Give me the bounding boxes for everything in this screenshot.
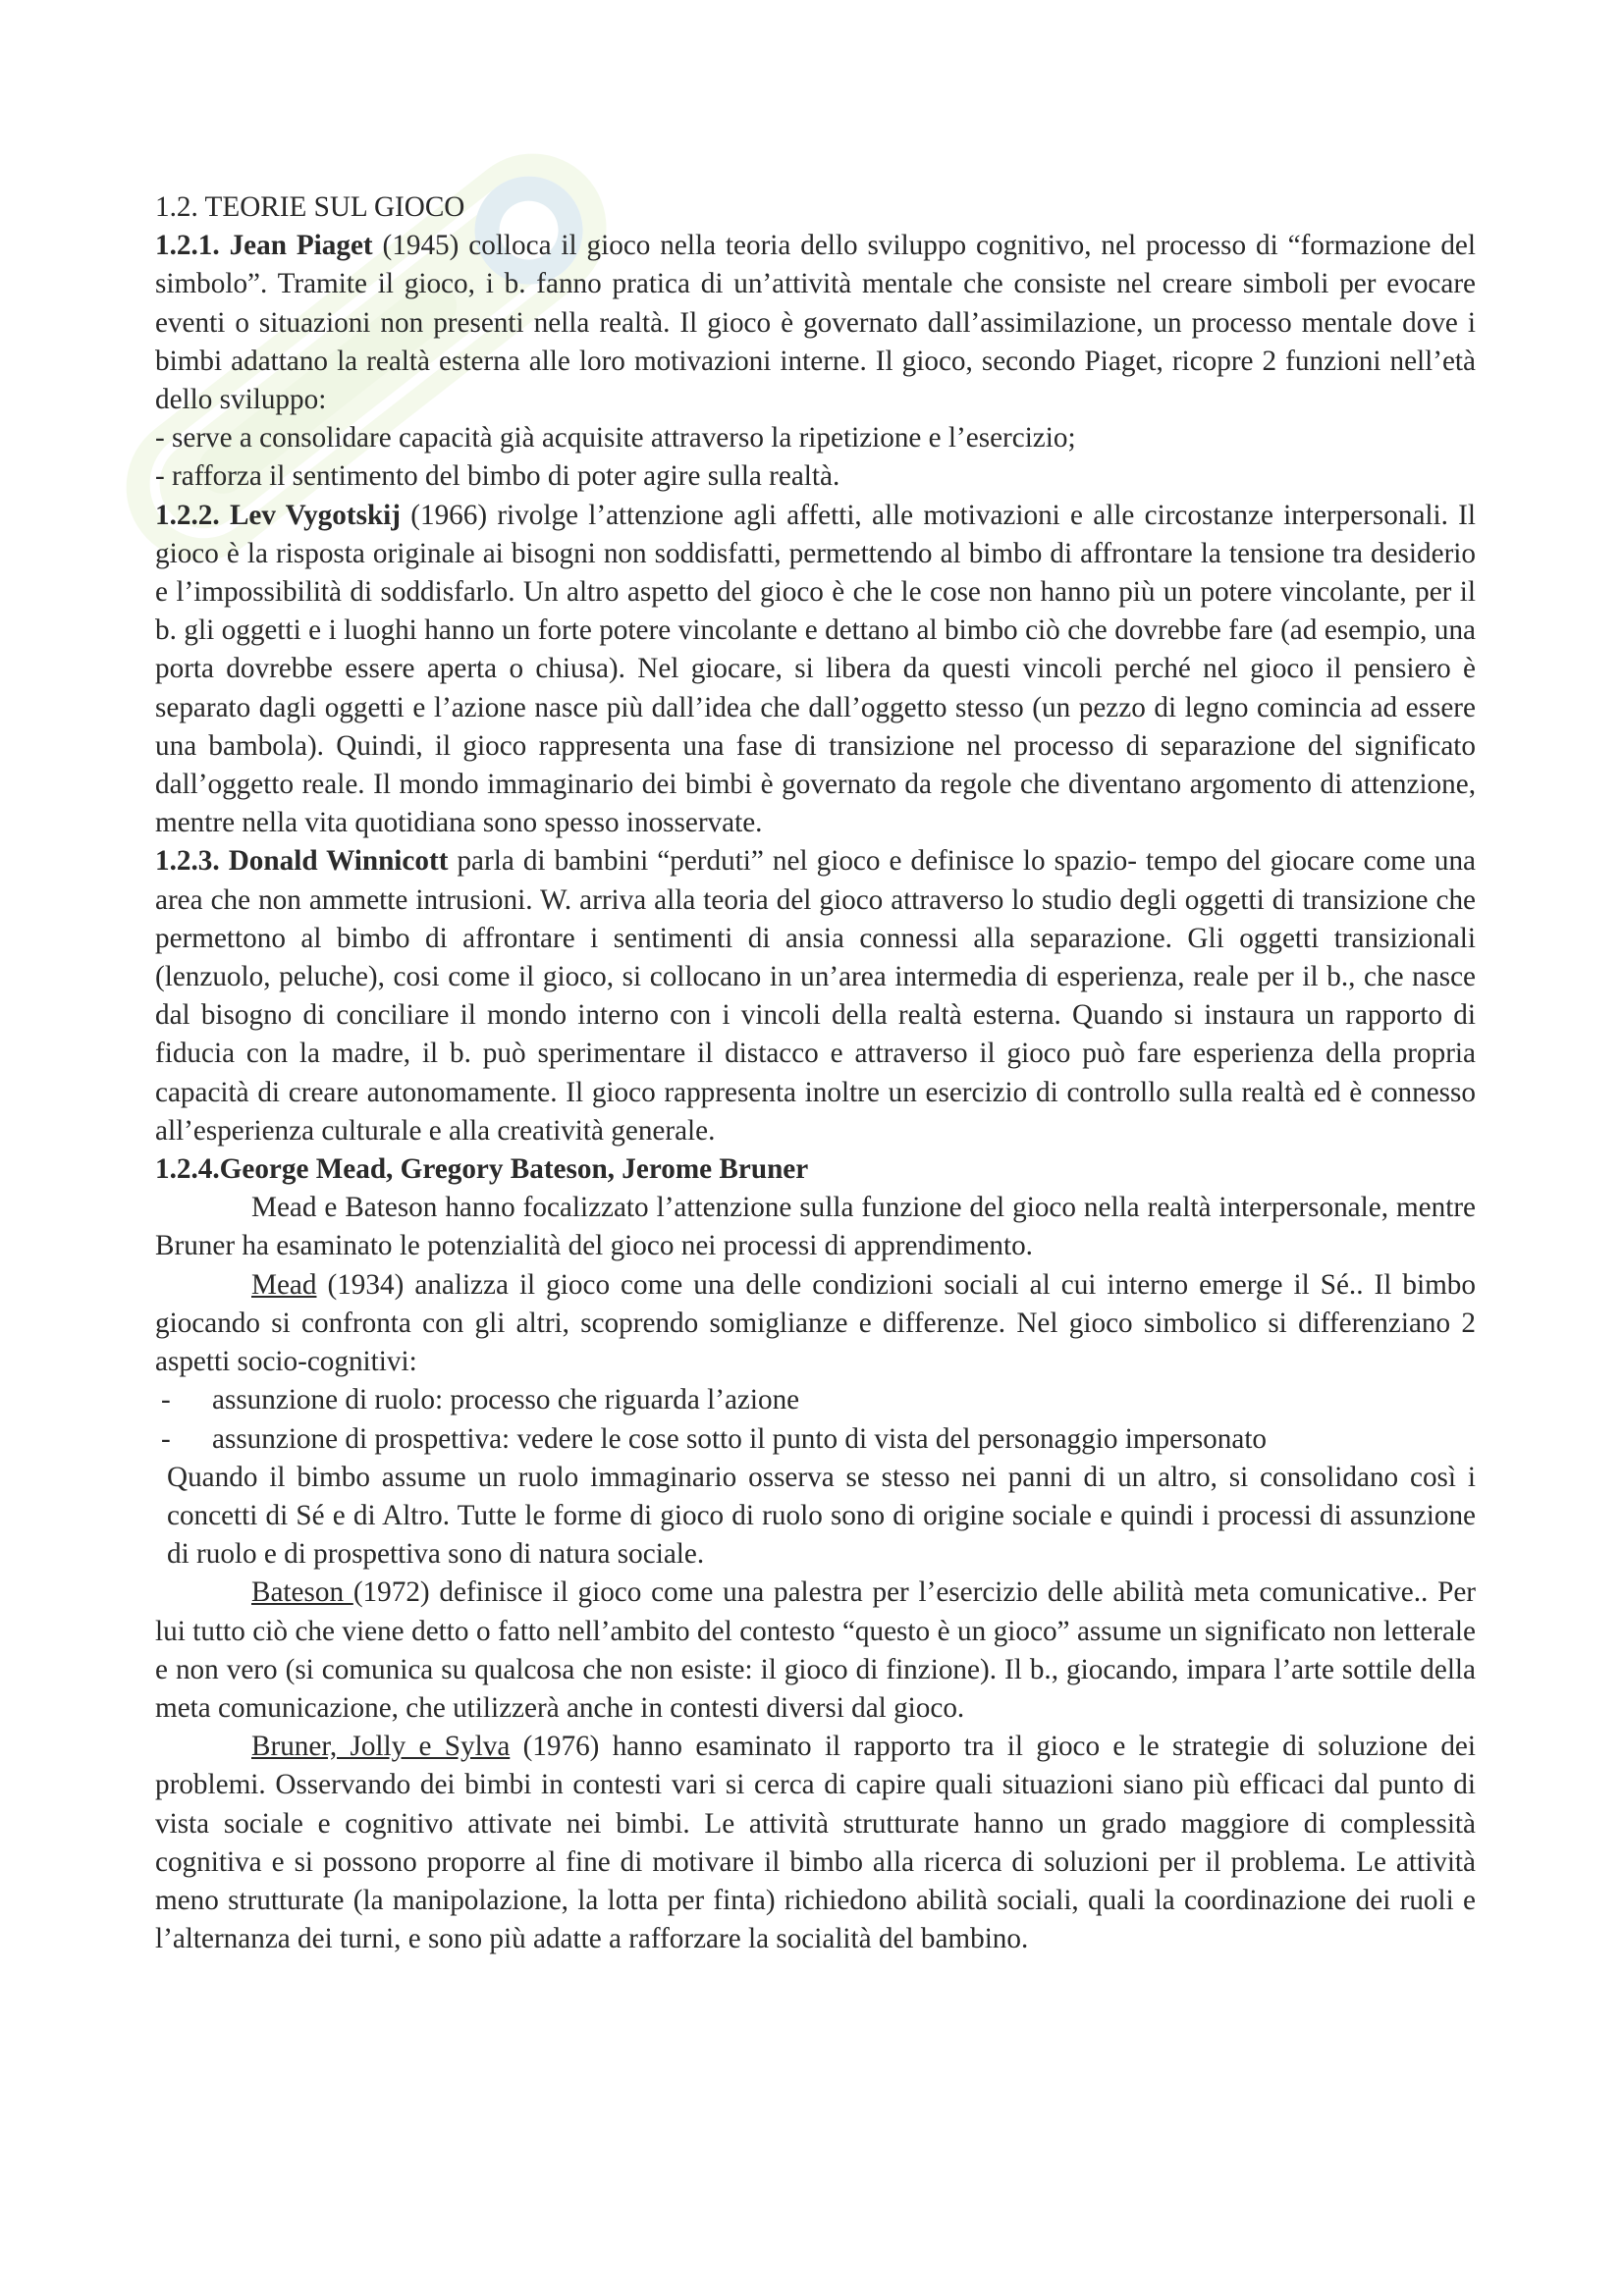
paragraph-bateson: Bateson (1972) definisce il gioco come una palestra per l’esercizio delle abilità meta comunicative.. Per lui tutto ciò che viene detto o fatto nell’ambito del contesto “questo è un gioco” assume un significato non letterale e non vero (si comunica su qualcosa che non esiste: il gioco di finzione). Il b., giocando, impara l’arte sottile della meta comunicazione, che utilizzerà anche in contesti diversi dal gioco. [155,1576,1476,1724]
paragraph-winnicott: 1.2.3. Donald Winnicott parla di bambini “perduti” nel gioco e definisce lo spazio- tempo del giocare come una area che non ammette intrusioni. W. arriva alla teoria del gioco attraverso lo studio degli oggetti di transizione che permettono al bimbo di affrontare i sentimenti di ansia connessi alla separazione. Gli oggetti transizionali (lenzuolo, peluche), cosi come il gioco, si collocano in un’area intermedia di esperienza, reale per il b., che nasce dal bisogno di conciliare il mondo interno con i vincoli della realtà esterna. Quando si instaura un rapporto di fiducia con la madre, il b. può sperimentare il distacco e attraverso il gioco può fare esperienza della propria capacità di creare autonomamente. Il gioco rappresenta inoltre un esercizio di controllo sulla realtà ed è connesso all’esperienza culturale e alla creatività generale. [155,845,1476,1147]
paragraph-intro: Mead e Bateson hanno focalizzato l’attenzione sulla funzione del gioco nella realtà interpersonale, mentre Bruner ha esaminato le potenzialità del gioco nei processi di apprendimento. [155,1192,1476,1262]
section-title: 1.2. TEORIE SUL GIOCO [155,191,465,223]
author-name: Bruner, Jolly e Sylva [251,1731,511,1763]
paragraph-bruner: Bruner, Jolly e Sylva (1976) hanno esaminato il rapporto tra il gioco e le strategie di soluzione dei problemi. Osservando dei bimbi in contesti vari si cerca di capire quali situazioni siano più efficaci dal punto di vista sociale e cognitivo attivate nei bimbi. Le attività strutturate hanno un grado maggiore di complessità cognitiva e si possono proporre al fine di motivare il bimbo alla ricerca di soluzioni per il problema. Le attività meno strutturate (la manipolazione, la lotta per finta) richiedono abilità sociali, quali la coordinazione dei ruoli e l’alternanza dei turni, e sono più adatte a rafforzare la socialità del bambino. [155,1731,1476,1955]
paragraph-mead: Mead (1934) analizza il gioco come una delle condizioni sociali al cui interno emerge il Sé.. Il bimbo giocando si confronta con gli altri, scoprendo somiglianze e differenze. Nel gioco simbolico si differenziano 2 aspetti socio-cognitivi: [155,1268,1476,1378]
paragraph-mead-conclusion: Quando il bimbo assume un ruolo immaginario osserva se stesso nei panni di un altro, si consolidano così i concetti di Sé e di Altro. Tutte le forme di gioco di ruolo sono di origine sociale e quindi i processi di assunzione di ruolo e di prospettiva sono di natura sociale. [167,1461,1476,1571]
author-name: Jean Piaget [229,230,373,262]
paragraph-piaget: 1.2.1. Jean Piaget (1945) colloca il gioco nella teoria dello sviluppo cognitivo, nel processo di “formazione del simbolo”. Tramite il gioco, i b. fanno pratica di un’attività mentale che consiste nel creare simboli per evocare eventi o situazioni non presenti nella realtà. Il gioco è governato dall’assimilazione, un processo mentale dove i bimbi adattano la realtà esterna alle loro motivazioni interne. Il gioco, secondo Piaget, ricopre 2 funzioni nell’età dello sviluppo: [155,230,1476,416]
list-item: - assunzione di ruolo: processo che riguarda l’azione [161,1384,800,1416]
author-name: Donald Winnicott [228,845,449,878]
section-number: 1.2.2. [155,499,220,531]
piaget-function-2: - rafforza il sentimento del bimbo di poter agire sulla realtà. [155,460,840,493]
document-page [155,188,1476,1958]
section-number: 1.2.3. [155,845,220,878]
list-item: - assunzione di prospettiva: vedere le cose sotto il punto di vista del personaggio impersonato [161,1422,1268,1455]
paragraph-vygotskij: 1.2.2. Lev Vygotskij (1966) rivolge l’attenzione agli affetti, alle motivazioni e alle circostanze interpersonali. Il gioco è la risposta originale ai bisogni non soddisfatti, permettendo al bimbo di affrontare la tensione tra desiderio e l’impossibilità di soddisfarlo. Un altro aspetto del gioco è che le cose non hanno più un potere vincolante, per il b. gli oggetti e i luoghi hanno un forte potere vincolante e dettano al bimbo ciò che dovrebbe fare (ad esempio, una porta dovrebbe essere aperta o chiusa). Nel giocare, si libera da questi vincoli perché nel gioco il pensiero è separato dagli oggetti e l’azione nasce più dall’idea che dall’oggetto stesso (un pezzo di legno comincia ad essere una bambola). Quindi, il gioco rappresenta una fase di transizione nel processo di separazione del significato dall’oggetto reale. Il mondo immaginario dei bimbi è governato da regole che diventano argomento di attenzione, mentre nella vita quotidiana sono spesso inosservate. [155,499,1477,839]
section-number: 1.2.1. [155,230,220,262]
author-name: Bateson [251,1576,353,1609]
piaget-function-1: - serve a consolidare capacità già acquisite attraverso la ripetizione e l’esercizio; [155,422,1076,454]
subsection-heading: 1.2.4.George Mead, Gregory Bateson, Jerome Bruner [155,1153,809,1186]
author-name: Mead [251,1268,317,1301]
author-name: Lev Vygotskij [229,499,401,531]
